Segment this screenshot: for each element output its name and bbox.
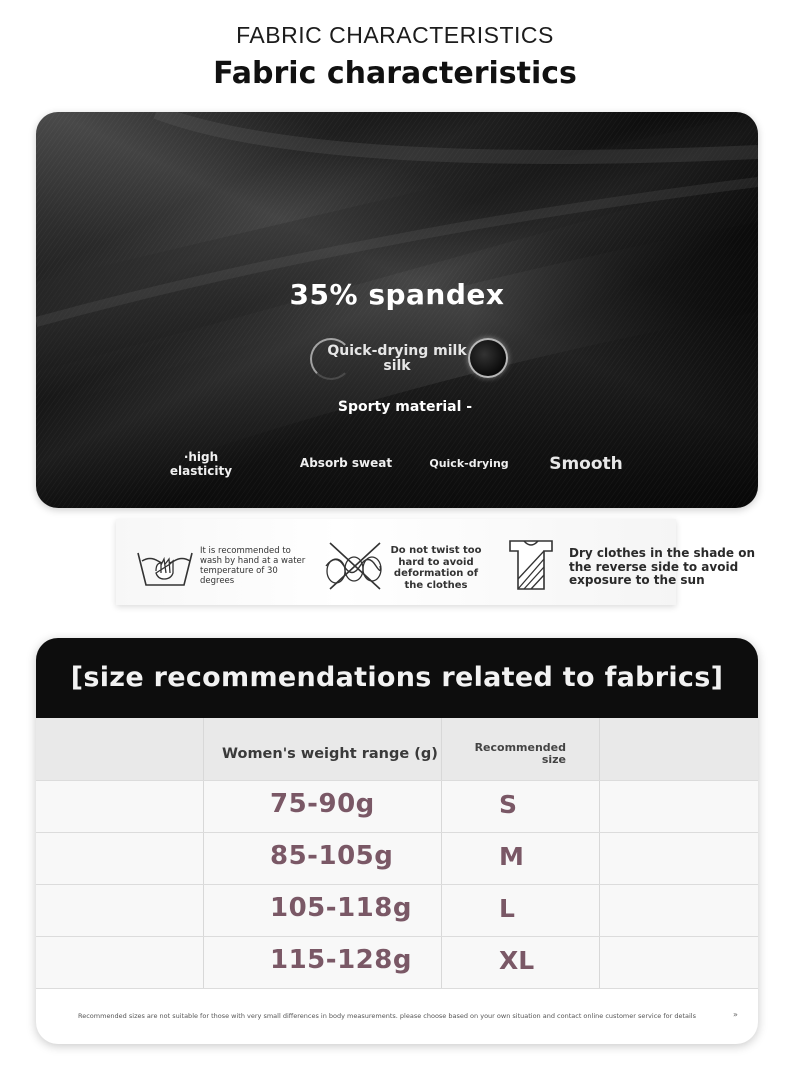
size-recommendation-card bbox=[36, 638, 758, 1044]
section-title: Fabric characteristics bbox=[213, 56, 577, 91]
table-row bbox=[36, 885, 758, 937]
table-row bbox=[36, 833, 758, 885]
care-wash-text: It is recommended to wash by hand at a water temperature of 30 degrees bbox=[200, 546, 306, 586]
fabric-headline: 35% spandex bbox=[289, 278, 505, 311]
feature-elasticity bbox=[156, 450, 246, 478]
table-cell bbox=[442, 885, 600, 936]
feature-absorb-sweat: Absorb sweat bbox=[299, 456, 393, 470]
recommended-size-value: S bbox=[499, 790, 518, 819]
fabric-sporty-label: Sporty material - bbox=[337, 399, 473, 415]
fabric-sub-line1: Quick-drying milk bbox=[327, 343, 467, 359]
size-banner bbox=[36, 638, 758, 718]
care-instructions-strip bbox=[116, 519, 755, 605]
table-cell bbox=[36, 833, 204, 884]
care-dry-text: Dry clothes in the shade on the reverse side to avoid exposure to the sun bbox=[569, 546, 755, 587]
feature-quick-drying: Quick-drying bbox=[429, 457, 509, 470]
dry-in-shade-icon bbox=[504, 537, 558, 593]
table-row bbox=[36, 781, 758, 833]
fabric-subheadline bbox=[36, 344, 758, 374]
header-size-line1: Recommended bbox=[474, 741, 566, 754]
size-footnote: Recommended sizes are not suitable for those with very small differences in body measurements. please choose based on your own situation and contact online customer service for details bbox=[78, 1012, 697, 1020]
care-twist-text: Do not twist too hard to avoid deformation of the clothes bbox=[390, 545, 482, 591]
weight-range-value: 105-118g bbox=[270, 893, 412, 923]
weight-range-value: 115-128g bbox=[270, 945, 412, 975]
header-size-line2: size bbox=[541, 753, 566, 766]
table-cell bbox=[36, 885, 204, 936]
header-weight-range: Women's weight range (g) bbox=[222, 746, 438, 762]
recommended-size-value: M bbox=[499, 842, 524, 871]
fabric-sub-line2: silk bbox=[383, 358, 411, 374]
table-row bbox=[36, 937, 758, 989]
table-cell bbox=[442, 781, 600, 832]
header-recommended-size bbox=[468, 742, 566, 766]
recommended-size-value: XL bbox=[499, 946, 535, 975]
double-chevron-right-icon: » bbox=[733, 1010, 738, 1019]
table-cell bbox=[36, 937, 204, 988]
size-banner-title: [size recommendations related to fabrics] bbox=[70, 662, 724, 693]
fabric-photo-card bbox=[36, 112, 758, 508]
table-cell bbox=[600, 781, 758, 832]
table-cell bbox=[600, 718, 758, 780]
feature-elasticity-line1: ·high bbox=[183, 450, 219, 464]
table-cell bbox=[600, 937, 758, 988]
feature-smooth: Smooth bbox=[549, 454, 623, 474]
section-subtitle: FABRIC CHARACTERISTICS bbox=[236, 22, 554, 48]
do-not-wring-icon bbox=[322, 539, 386, 593]
weight-range-value: 85-105g bbox=[270, 841, 394, 871]
feature-elasticity-line2: elasticity bbox=[169, 464, 233, 478]
table-cell bbox=[600, 833, 758, 884]
size-table-header-row bbox=[36, 718, 758, 781]
weight-range-value: 75-90g bbox=[270, 789, 375, 819]
table-cell bbox=[600, 885, 758, 936]
hand-wash-icon bbox=[134, 541, 196, 591]
recommended-size-value: L bbox=[499, 894, 515, 923]
table-cell bbox=[36, 718, 204, 780]
table-cell bbox=[36, 781, 204, 832]
